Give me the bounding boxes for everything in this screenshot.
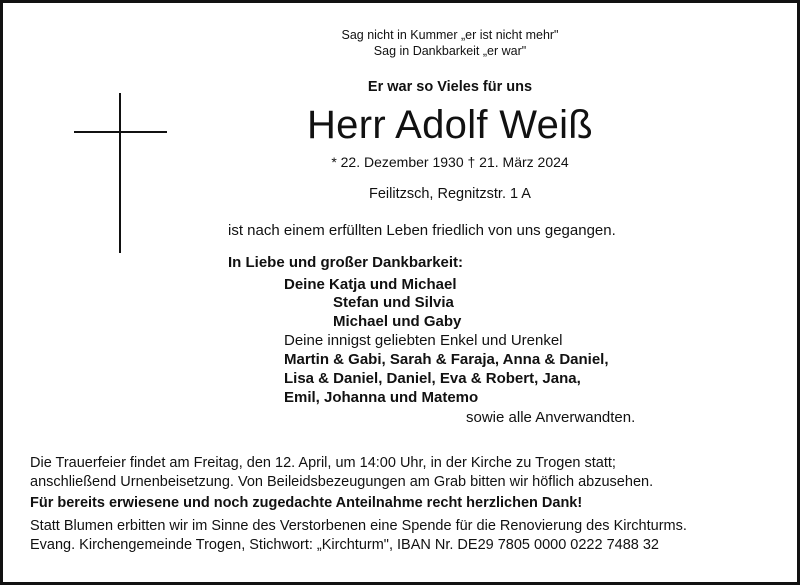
grandchildren-line-1: Martin & Gabi, Sarah & Faraja, Anna & Daniel, <box>284 351 609 368</box>
funeral-line-2: anschließend Urnenbeisetzung. Von Beileidsbezeugungen am Grab bitten wir höflich abzusehen. <box>30 474 654 490</box>
life-dates: * 22. Dezember 1930 † 21. März 2024 <box>331 154 569 170</box>
quote-line-1: Sag nicht in Kummer „er ist nicht mehr" <box>341 28 559 42</box>
donation-line-2: Evang. Kirchengemeinde Trogen, Stichwort: „Kirchturm", IBAN Nr. DE29 7805 0000 0222 7488 32 <box>30 537 660 553</box>
quote-line-2: Sag in Dankbarkeit „er war" <box>373 44 527 58</box>
grandchildren-line-3: Emil, Johanna und Matemo <box>284 389 479 406</box>
address: Feilitzsch, Regnitzstr. 1 A <box>369 186 531 202</box>
mourners-heading: In Liebe und großer Dankbarkeit: <box>228 254 464 271</box>
passing-text: ist nach einem erfüllten Leben friedlich von uns gegangen. <box>228 222 616 239</box>
child-line-2: Stefan und Silvia <box>333 294 454 311</box>
child-line-3: Michael und Gaby <box>333 313 462 330</box>
grandchildren-intro: Deine innigst geliebten Enkel und Urenkel <box>284 332 563 349</box>
cross-icon-vertical <box>119 93 121 253</box>
child-line-1: Deine Katja und Michael <box>284 276 457 293</box>
donation-line-1: Statt Blumen erbitten wir im Sinne des Verstorbenen eine Spende für die Renovierung des Kirchturms. <box>30 518 687 534</box>
thanks-line: Für bereits erwiesene und noch zugedachte Anteilnahme recht herzlichen Dank! <box>30 495 583 511</box>
relatives-line: sowie alle Anverwandten. <box>466 409 636 426</box>
subtitle: Er war so Vieles für uns <box>367 79 533 95</box>
grandchildren-line-2: Lisa & Daniel, Daniel, Eva & Robert, Jana, <box>284 370 581 387</box>
cross-icon-horizontal <box>74 131 167 133</box>
deceased-name: Herr Adolf Weiß <box>306 103 594 147</box>
funeral-line-1: Die Trauerfeier findet am Freitag, den 12. April, um 14:00 Uhr, in der Kirche zu Trogen statt; <box>30 455 616 471</box>
